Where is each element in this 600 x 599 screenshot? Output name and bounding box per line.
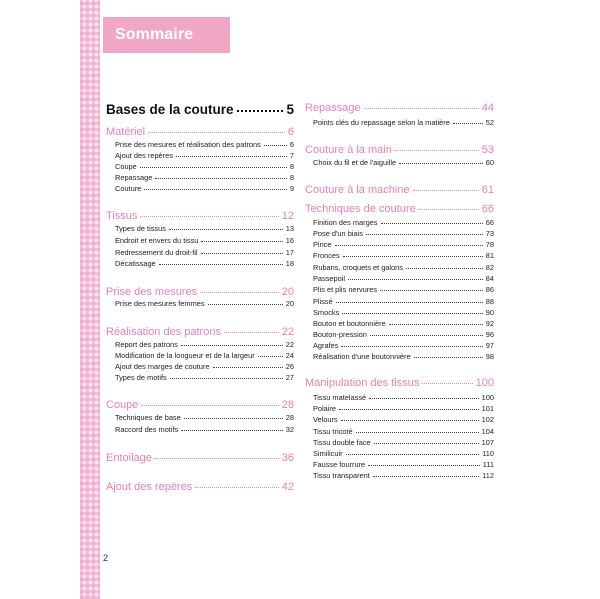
toc-entry-page: 66 bbox=[485, 218, 494, 227]
toc-entry-title: Ajout des repères bbox=[106, 481, 193, 493]
toc-entry-sub bbox=[115, 259, 294, 268]
toc-entry-page: 6 bbox=[289, 140, 294, 149]
toc-entry-page: 44 bbox=[481, 102, 494, 114]
toc-entry-title: Redressement du droit-fil bbox=[115, 248, 198, 257]
toc-entry-page: 100 bbox=[481, 393, 494, 402]
toc-entry-page: 104 bbox=[481, 427, 494, 436]
toc-entry-sub bbox=[313, 393, 494, 402]
toc-entry-title: Couture à la main bbox=[305, 144, 392, 156]
toc-entry-page: 61 bbox=[481, 184, 494, 196]
toc-entry-title: Prise des mesures femmes bbox=[115, 299, 205, 308]
toc-entry-title: Modification de la longueur et de la largeur bbox=[115, 351, 255, 360]
dot-leader bbox=[422, 383, 472, 384]
toc-entry-sec bbox=[106, 452, 294, 464]
dot-leader bbox=[343, 256, 483, 257]
dot-leader bbox=[339, 409, 479, 410]
toc-entry-sub bbox=[115, 413, 294, 422]
dot-leader bbox=[413, 190, 479, 191]
toc-entry-title: Fronces bbox=[313, 251, 340, 260]
dot-leader bbox=[258, 356, 283, 357]
dot-leader bbox=[181, 345, 283, 346]
toc-entry-sub bbox=[313, 427, 494, 436]
dot-leader bbox=[195, 487, 279, 488]
toc-entry-sub bbox=[115, 224, 294, 233]
toc-entry-sub bbox=[313, 404, 494, 413]
toc-entry-page: 13 bbox=[285, 224, 294, 233]
toc-entry-sub bbox=[313, 251, 494, 260]
toc-entry-title: Types de tissus bbox=[115, 224, 166, 233]
dot-leader bbox=[208, 304, 283, 305]
toc-entry-page: 81 bbox=[485, 251, 494, 260]
dot-leader bbox=[144, 189, 287, 190]
toc-entry-page: 6 bbox=[287, 126, 294, 138]
dot-leader bbox=[201, 241, 282, 242]
dot-leader bbox=[373, 476, 479, 477]
toc-entry-sub bbox=[313, 319, 494, 328]
toc-entry-title: Smocks bbox=[313, 308, 340, 317]
toc-entry-page: 102 bbox=[481, 415, 494, 424]
toc-entry-title: Repassage bbox=[115, 173, 153, 182]
toc-entry-page: 52 bbox=[485, 118, 494, 127]
toc-entry-page: 7 bbox=[289, 151, 294, 160]
toc-entry-title: Bases de la couture bbox=[106, 102, 234, 117]
toc-entry-sub bbox=[115, 362, 294, 371]
toc-entry-title: Plis et plis nervures bbox=[313, 285, 378, 294]
toc-entry-sub bbox=[115, 162, 294, 171]
toc-entry-page: 26 bbox=[285, 362, 294, 371]
toc-entry-page: 28 bbox=[281, 399, 294, 411]
dot-leader bbox=[380, 290, 483, 291]
toc-entry-title: Coupe bbox=[106, 399, 139, 411]
toc-entry-title: Repassage bbox=[305, 102, 361, 114]
dot-leader bbox=[200, 292, 279, 293]
toc-entry-page: 20 bbox=[285, 299, 294, 308]
toc-entry-title: Endroit et envers du tissu bbox=[115, 236, 199, 245]
toc-entry-sub bbox=[115, 173, 294, 182]
toc-entry-title: Tissu tricoté bbox=[313, 427, 353, 436]
toc-entry-title: Raccord des motifs bbox=[115, 425, 179, 434]
toc-entry-sub bbox=[313, 415, 494, 424]
toc-entry-title: Bouton et boutonnière bbox=[313, 319, 386, 328]
toc-entry-sec bbox=[106, 286, 294, 298]
toc-entry-title: Velours bbox=[313, 415, 338, 424]
toc-entry-title: Types de motifs bbox=[115, 373, 167, 382]
toc-entry-main bbox=[106, 102, 294, 117]
toc-entry-title: Bouton-pression bbox=[313, 330, 367, 339]
toc-entry-title: Passepoil bbox=[313, 274, 346, 283]
toc-entry-page: 42 bbox=[281, 481, 294, 493]
toc-entry-title: Prise des mesures et réalisation des patrons bbox=[115, 140, 261, 149]
dot-leader bbox=[395, 150, 479, 151]
toc-entry-page: 101 bbox=[481, 404, 494, 413]
toc-entry-sec bbox=[106, 481, 294, 493]
toc-entry-page: 88 bbox=[485, 297, 494, 306]
toc-entry-sec bbox=[106, 210, 294, 222]
dot-leader bbox=[364, 108, 479, 109]
dot-leader bbox=[399, 163, 483, 164]
dot-leader bbox=[155, 178, 286, 179]
toc-entry-sub bbox=[313, 263, 494, 272]
dot-leader bbox=[348, 279, 483, 280]
dot-leader bbox=[155, 458, 279, 459]
toc-entry-title: Report des patrons bbox=[115, 340, 178, 349]
gingham-border bbox=[80, 0, 100, 599]
toc-entry-page: 28 bbox=[285, 413, 294, 422]
toc-entry-sub bbox=[115, 299, 294, 308]
dot-leader bbox=[336, 302, 483, 303]
toc-entry-page: 24 bbox=[285, 351, 294, 360]
dot-leader bbox=[414, 357, 483, 358]
dot-leader bbox=[176, 156, 287, 157]
toc-entry-page: 112 bbox=[482, 471, 494, 480]
toc-entry-title: Choix du fil et de l'aiguille bbox=[313, 158, 397, 167]
dot-leader bbox=[141, 405, 278, 406]
toc-entry-sub bbox=[313, 158, 494, 167]
toc-entry-sub bbox=[115, 340, 294, 349]
dot-leader bbox=[406, 268, 483, 269]
dot-leader bbox=[201, 253, 283, 254]
dot-leader bbox=[368, 465, 480, 466]
toc-entry-page: 36 bbox=[281, 452, 294, 464]
toc-entry-title: Décatissage bbox=[115, 259, 156, 268]
dot-leader bbox=[237, 110, 284, 112]
toc-entry-page: 66 bbox=[481, 203, 494, 215]
toc-entry-sub bbox=[115, 151, 294, 160]
toc-entry-title: Polaire bbox=[313, 404, 337, 413]
toc-entry-title: Pose d'un biais bbox=[313, 229, 363, 238]
toc-entry-page: 22 bbox=[285, 340, 294, 349]
toc-entry-title: Réalisation des patrons bbox=[106, 326, 221, 338]
toc-entry-page: 53 bbox=[481, 144, 494, 156]
dot-leader bbox=[369, 398, 479, 399]
toc-entry-title: Plissé bbox=[313, 297, 333, 306]
toc-entry-page: 111 bbox=[482, 460, 494, 469]
dot-leader bbox=[184, 418, 283, 419]
toc-entry-page: 20 bbox=[281, 286, 294, 298]
toc-entry-title: Points clés du repassage selon la matière bbox=[313, 118, 450, 127]
toc-entry-page: 12 bbox=[281, 210, 294, 222]
toc-entry-title: Réalisation d'une boutonnière bbox=[313, 352, 411, 361]
toc-entry-title: Prise des mesures bbox=[106, 286, 198, 298]
toc-entry-title: Tissu matelassé bbox=[313, 393, 367, 402]
toc-entry-title: Ajout des repères bbox=[115, 151, 173, 160]
toc-entry-title: Coupe bbox=[115, 162, 137, 171]
toc-entry-sub bbox=[313, 330, 494, 339]
dot-leader bbox=[389, 324, 483, 325]
toc-entry-sub bbox=[313, 297, 494, 306]
toc-entry-sub bbox=[313, 341, 494, 350]
toc-entry-page: 92 bbox=[485, 319, 494, 328]
dot-leader bbox=[159, 264, 283, 265]
toc-entry-title: Tissu double face bbox=[313, 438, 371, 447]
dot-leader bbox=[374, 443, 479, 444]
toc-entry-page: 98 bbox=[485, 352, 494, 361]
toc-entry-page: 82 bbox=[485, 263, 494, 272]
dot-leader bbox=[346, 454, 480, 455]
toc-entry-page: 73 bbox=[485, 229, 494, 238]
dot-leader bbox=[419, 209, 479, 210]
dot-leader bbox=[341, 420, 479, 421]
toc-entry-page: 96 bbox=[485, 330, 494, 339]
toc-entry-page: 9 bbox=[289, 184, 294, 193]
toc-entry-sub bbox=[313, 218, 494, 227]
toc-entry-title: Finition des marges bbox=[313, 218, 378, 227]
toc-entry-title: Couture à la machine bbox=[305, 184, 410, 196]
toc-entry-title: Entoilage bbox=[106, 452, 152, 464]
toc-entry-sub bbox=[313, 438, 494, 447]
toc-entry-page: 110 bbox=[482, 449, 494, 458]
toc-entry-sub bbox=[115, 351, 294, 360]
dot-leader bbox=[356, 432, 479, 433]
toc-entry-page: 16 bbox=[285, 236, 294, 245]
dot-leader bbox=[341, 346, 482, 347]
toc-entry-sec bbox=[305, 102, 494, 114]
toc-entry-sub bbox=[313, 449, 494, 458]
toc-entry-page: 22 bbox=[281, 326, 294, 338]
dot-leader bbox=[342, 313, 482, 314]
toc-entry-sub bbox=[313, 240, 494, 249]
toc-entry-page: 78 bbox=[485, 240, 494, 249]
toc-entry-page: 86 bbox=[485, 285, 494, 294]
toc-entry-sub bbox=[115, 236, 294, 245]
dot-leader bbox=[169, 229, 283, 230]
toc-entry-page: 97 bbox=[485, 341, 494, 350]
toc-entry-page: 107 bbox=[481, 438, 494, 447]
dot-leader bbox=[366, 234, 483, 235]
toc-entry-sec bbox=[305, 184, 494, 196]
toc-entry-sec bbox=[305, 203, 494, 215]
toc-entry-title: Similicuir bbox=[313, 449, 343, 458]
toc-entry-page: 17 bbox=[285, 248, 294, 257]
toc-entry-title: Manipulation des tissus bbox=[305, 377, 420, 389]
dot-leader bbox=[224, 332, 279, 333]
toc-entry-title: Techniques de base bbox=[115, 413, 181, 422]
toc-entry-page: 32 bbox=[285, 425, 294, 434]
toc-entry-sub bbox=[115, 373, 294, 382]
toc-entry-sub bbox=[313, 460, 494, 469]
toc-entry-page: 100 bbox=[475, 377, 494, 389]
toc-entry-page: 84 bbox=[485, 274, 494, 283]
dot-leader bbox=[148, 132, 285, 133]
toc-entry-sub bbox=[313, 308, 494, 317]
toc-entry-title: Ajout des marges de couture bbox=[115, 362, 210, 371]
toc-entry-title: Agrafes bbox=[313, 341, 339, 350]
toc-entry-sub bbox=[115, 184, 294, 193]
toc-entry-page: 27 bbox=[285, 373, 294, 382]
toc-entry-sub bbox=[313, 274, 494, 283]
toc-entry-title: Tissu transparent bbox=[313, 471, 370, 480]
toc-entry-title: Rubans, croquets et galons bbox=[313, 263, 403, 272]
toc-entry-page: 18 bbox=[285, 259, 294, 268]
toc-entry-sub bbox=[115, 140, 294, 149]
dot-leader bbox=[140, 167, 287, 168]
toc-entry-title: Fausse fourrure bbox=[313, 460, 366, 469]
dot-leader bbox=[453, 123, 483, 124]
toc-entry-sub bbox=[313, 471, 494, 480]
dot-leader bbox=[370, 335, 483, 336]
toc-entry-title: Pince bbox=[313, 240, 332, 249]
dot-leader bbox=[264, 145, 287, 146]
dot-leader bbox=[181, 430, 283, 431]
toc-entry-page: 8 bbox=[289, 173, 294, 182]
page-title: Sommaire bbox=[115, 26, 194, 43]
toc-entry-title: Matériel bbox=[106, 126, 146, 138]
toc-entry-sec bbox=[106, 126, 294, 138]
toc-entry-title: Couture bbox=[115, 184, 142, 193]
toc-entry-page: 8 bbox=[289, 162, 294, 171]
toc-entry-sec bbox=[305, 377, 494, 389]
toc-entry-page: 90 bbox=[485, 308, 494, 317]
toc-entry-sub bbox=[115, 248, 294, 257]
toc-entry-sec bbox=[106, 326, 294, 338]
toc-entry-title: Techniques de couture bbox=[305, 203, 416, 215]
toc-entry-page: 60 bbox=[485, 158, 494, 167]
toc-entry-sub bbox=[313, 352, 494, 361]
toc-entry-sub bbox=[313, 229, 494, 238]
toc-entry-page: 5 bbox=[286, 102, 294, 117]
toc-entry-sub bbox=[313, 118, 494, 127]
dot-leader bbox=[335, 245, 483, 246]
dot-leader bbox=[170, 378, 283, 379]
toc-entry-sub bbox=[115, 425, 294, 434]
toc-entry-sec bbox=[305, 144, 494, 156]
dot-leader bbox=[381, 223, 483, 224]
dot-leader bbox=[140, 216, 278, 217]
toc-entry-sec bbox=[106, 399, 294, 411]
toc-entry-title: Tissus bbox=[106, 210, 138, 222]
page-number: 2 bbox=[103, 553, 109, 563]
toc-entry-sub bbox=[313, 285, 494, 294]
dot-leader bbox=[213, 367, 283, 368]
